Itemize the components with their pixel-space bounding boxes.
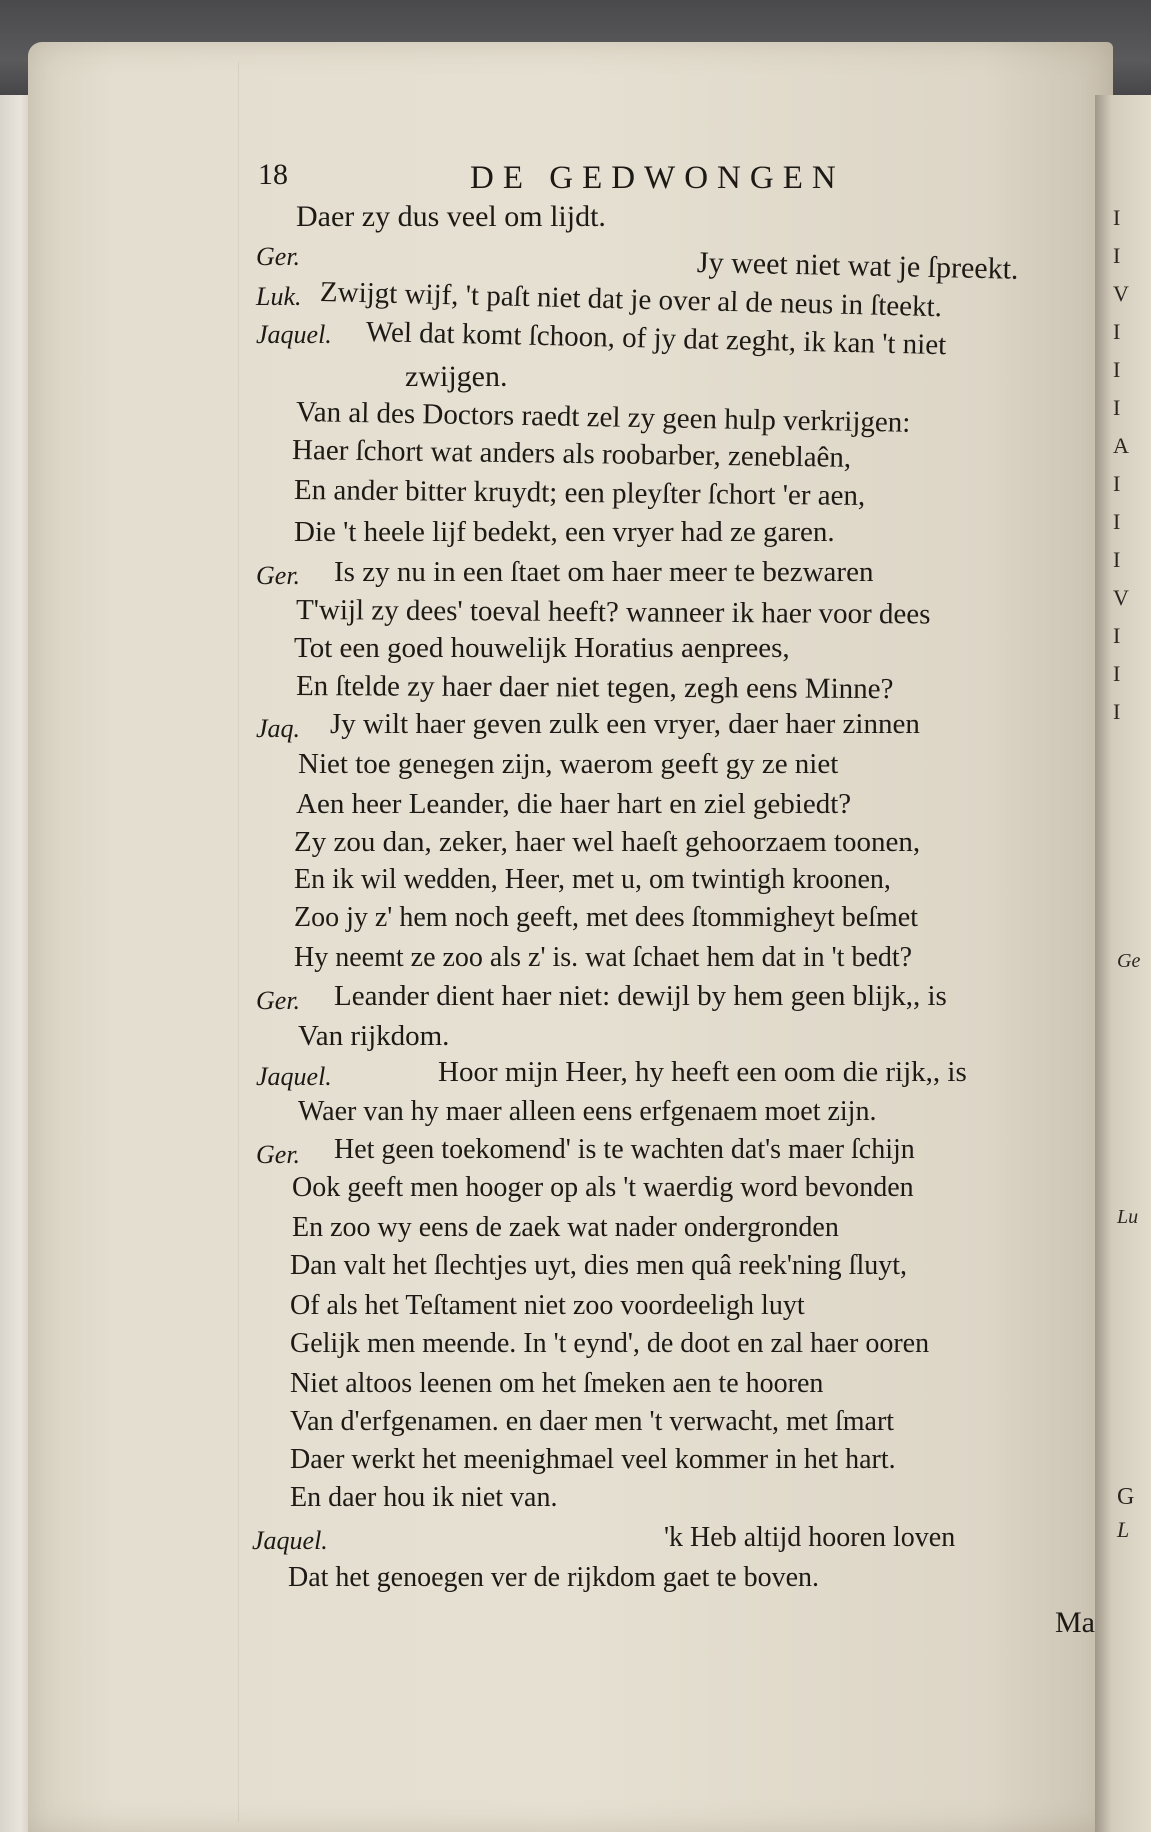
- verse-line: Zy zou dan, zeker, haer wel haeſt gehoorzaem toonen,: [294, 826, 921, 858]
- verse-line: Of als het Teſtament niet zoo voordeeligh luyt: [290, 1290, 805, 1321]
- verse-line: Dat het genoegen ver de rijkdom gaet te boven.: [288, 1562, 820, 1593]
- facing-glyph: I: [1113, 319, 1121, 344]
- verse-line: Daer werkt het meenighmael veel kommer in het hart.: [290, 1444, 896, 1475]
- speaker-label: Jaquel.: [252, 1526, 328, 1555]
- verse-line: Die 't heele lijf bedekt, een vryer had ze garen.: [294, 516, 835, 548]
- facing-glyph: I: [1113, 243, 1121, 268]
- facing-glyph: G: [1117, 1484, 1135, 1510]
- verse-line: zwijgen.: [405, 360, 508, 393]
- verse-line: Daer zy dus veel om lijdt.: [296, 200, 606, 233]
- verse-line: Zwijgt wijf, 't paſt niet dat je over al de neus in ſteekt.: [319, 276, 943, 324]
- verse-line: Tot een goed houwelijk Horatius aenprees,: [294, 632, 790, 664]
- page-number: 18: [258, 158, 288, 191]
- verse-line: Jy weet niet wat je ſpreekt.: [696, 246, 1019, 286]
- verse-line: Van d'erfgenamen. en daer men 't verwacht, met ſmart: [290, 1406, 895, 1437]
- verse-line: Hoor mijn Heer, hy heeft een oom die rijk,, is: [438, 1056, 967, 1088]
- facing-glyph: I: [1113, 661, 1121, 686]
- verse-line: Van al des Doctors raedt zel zy geen hulp verkrijgen:: [295, 396, 911, 439]
- catchword: Ma: [1055, 1606, 1095, 1639]
- speaker-label: Ger.: [256, 986, 301, 1015]
- verse-line: Zoo jy z' hem noch geeft, met dees ſtommigheyt beſmet: [294, 902, 918, 933]
- facing-glyph: I: [1113, 395, 1121, 420]
- verse-line: Waer van hy maer alleen eens erfgenaem moet zijn.: [298, 1096, 877, 1127]
- verse-line: Leander dient haer niet: dewijl by hem geen blijk,, is: [334, 980, 947, 1012]
- facing-glyph: I: [1113, 471, 1121, 496]
- facing-glyph: I: [1113, 547, 1121, 572]
- facing-glyph: V: [1113, 585, 1129, 610]
- facing-glyph: I: [1113, 623, 1121, 648]
- verse-line: Ook geeft men hooger op als 't waerdig word bevonden: [292, 1172, 914, 1203]
- speaker-label: Ger.: [256, 561, 301, 590]
- facing-glyph: A: [1113, 433, 1129, 458]
- facing-glyph: Lu: [1117, 1206, 1139, 1228]
- verse-line: En ſtelde zy haer daer niet tegen, zegh eens Minne?: [295, 670, 894, 706]
- speaker-label: Ger.: [256, 1140, 301, 1169]
- verse-line: Aen heer Leander, die haer hart en ziel gebiedt?: [296, 788, 852, 820]
- facing-glyph: I: [1113, 699, 1121, 724]
- verse-line: Dan valt het ſlechtjes uyt, dies men quâ reek'ning ſluyt,: [290, 1250, 907, 1281]
- facing-glyph: Ge: [1117, 950, 1141, 972]
- verse-line: Niet toe genegen zijn, waerom geeft gy ze niet: [298, 748, 839, 780]
- running-title: DE GEDWONGEN: [470, 160, 845, 196]
- facing-glyph: V: [1113, 281, 1129, 306]
- verse-line: Niet altoos leenen om het ſmeken aen te hooren: [290, 1368, 824, 1399]
- verse-line: Gelijk men meende. In 't eynd', de doot en zal haer ooren: [290, 1328, 930, 1359]
- facing-glyph: I: [1113, 357, 1121, 382]
- verse-line: Haer ſchort wat anders als roobarber, zeneblaên,: [291, 434, 852, 474]
- verse-line: Van rijkdom.: [298, 1020, 450, 1052]
- speaker-label: Ger.: [256, 242, 301, 271]
- verse-line: Wel dat komt ſchoon, of jy dat zeght, ik kan 't niet: [365, 316, 947, 362]
- speaker-label: Jaquel.: [256, 1062, 332, 1091]
- speaker-label: Luk.: [256, 282, 302, 311]
- facing-glyph: I: [1113, 509, 1121, 534]
- verse-line: T'wijl zy dees' toeval heeft? wanneer ik haer voor dees: [295, 594, 931, 631]
- verse-line: Is zy nu in een ſtaet om haer meer te bezwaren: [334, 556, 874, 588]
- verse-line: 'k Heb altijd hooren loven: [664, 1522, 956, 1553]
- facing-glyph: I: [1113, 205, 1121, 230]
- facing-glyph: L: [1117, 1517, 1130, 1542]
- speaker-label: Jaq.: [256, 714, 301, 743]
- verse-line: En ik wil wedden, Heer, met u, om twintigh kroonen,: [294, 864, 891, 895]
- verse-line: En ander bitter kruydt; een pleyſter ſchort 'er aen,: [293, 474, 866, 512]
- verse-line: Jy wilt haer geven zulk een vryer, daer haer zinnen: [330, 708, 920, 740]
- verse-line: Het geen toekomend' is te wachten dat's maer ſchijn: [334, 1134, 915, 1165]
- speaker-label: Jaquel.: [256, 320, 332, 349]
- verse-line: En zoo wy eens de zaek wat nader ondergronden: [292, 1212, 839, 1243]
- verse-line: En daer hou ik niet van.: [290, 1482, 558, 1513]
- verse-line: Hy neemt ze zoo als z' is. wat ſchaet hem dat in 't bedt?: [294, 942, 913, 973]
